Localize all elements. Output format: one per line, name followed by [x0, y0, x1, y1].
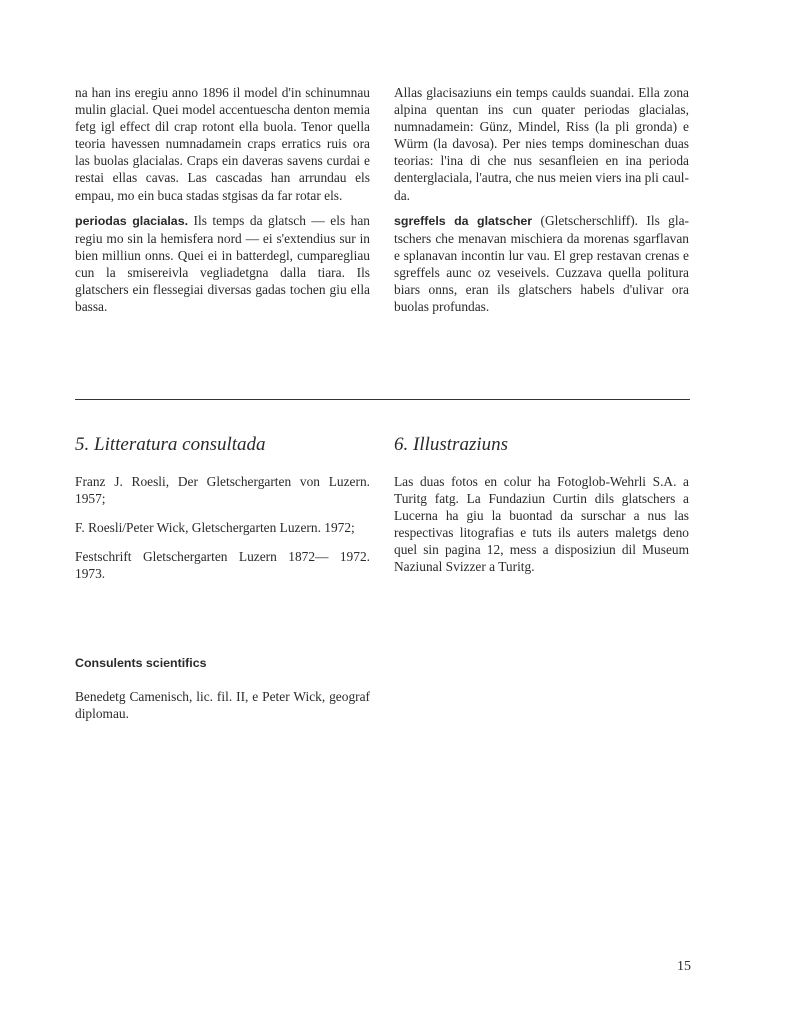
heading-litteratura-consultada: 5. Litteratura consultada — [75, 434, 266, 455]
section-divider — [75, 399, 690, 400]
reference-item: F. Roesli/Peter Wick, Gletschergarten Luzern. 1972; — [75, 520, 355, 536]
term-sgreffels-da-glatscher: sgreffels da glatscher — [394, 213, 533, 228]
reference-item: Franz J. Roesli, Der Gletschergarten von Luzern. 1957; — [75, 474, 370, 507]
paragraph-sgreffels-text: (Gletscherschliff). Ils glatschers che menavan mischiera da morenas sgarflavan e splanavan incontin lur vau. El grep restavan crenas e sgreffels aunc oz veseivels. Cuzzava quella politura biars onns, eran ils glatschers habels d'ulivar ora buolas profundas. — [394, 212, 689, 315]
reference-item: Festschrift Gletschergarten Luzern 1872— 1972. 1973. — [75, 549, 370, 582]
page-number: 15 — [677, 959, 691, 974]
consulents-paragraph: Benedetg Camenisch, lic. fil. II, e Peter Wick, geograf diplomau. — [75, 689, 370, 722]
illustraziuns-paragraph: Las duas fotos en colur ha Fotoglob-Wehrli S.A. a Turitg fatg. La Fundaziun Curtin dils glatschers a Lucerna ha giu la buontad da surschar a nus las respectivas litografias e tuts ils auters maletgs deno quel sin pagina 12, mess a disposiziun dil Museum Naziunal Svizzer a Turitg. — [394, 474, 689, 575]
paragraph-periodas-glacialas — [75, 212, 370, 316]
illustraziuns-text — [394, 473, 689, 576]
heading-illustraziuns: 6. Illustraziuns — [394, 434, 509, 455]
paragraph-glacisaziuns: Allas glacisaziuns ein temps caulds suandai. Ella zona alpina quentan ins cun quater periodas glacialas, numnadamein: Günz, Mindel, Riss (la pli gronda) e Würm (la davosa). Per nies temps domineschan duas teorias: l'ina di che nus sesanfleien en ina perioda denterglaciala, l'autra, che nus meien viers ina pli caulda. — [394, 85, 689, 203]
term-periodas-glacialas: periodas glacialas. — [75, 213, 189, 228]
paragraph-periodas-glacialas-text: Ils temps da glatsch — els han regiu mo sin la hemisfera nord — ei s'extendius sur in bien milliun onns. Quei ei in batterdegl, cumparegliau cun la smisereivla vegliadetgna dalla tiara. Ils glatschers ein flessegiai diversas gadas tochen giu ella bassa. — [75, 212, 370, 315]
consulents-text — [75, 688, 370, 722]
right-column-text — [394, 84, 689, 315]
reference-list — [75, 473, 370, 582]
heading-consulents-scientifics: Consulents scientifics — [75, 656, 207, 670]
left-column-text — [75, 84, 370, 315]
paragraph-sgreffels — [394, 212, 689, 316]
paragraph-buola-model: na han ins eregiu anno 1896 il model d'in schinumnau mulin glacial. Quei model accentuescha denton memia fetg igl effect dil crap rotont ella buola. Tenor quella teoria havessen numnadamein craps erratics ruis ora las buolas glacialas. Craps ein daveras savens curdai e restai ellas cavas. Las cascadas han arrundau els empau, mo ein buca stadas stgisas da far rotar els. — [75, 85, 370, 203]
